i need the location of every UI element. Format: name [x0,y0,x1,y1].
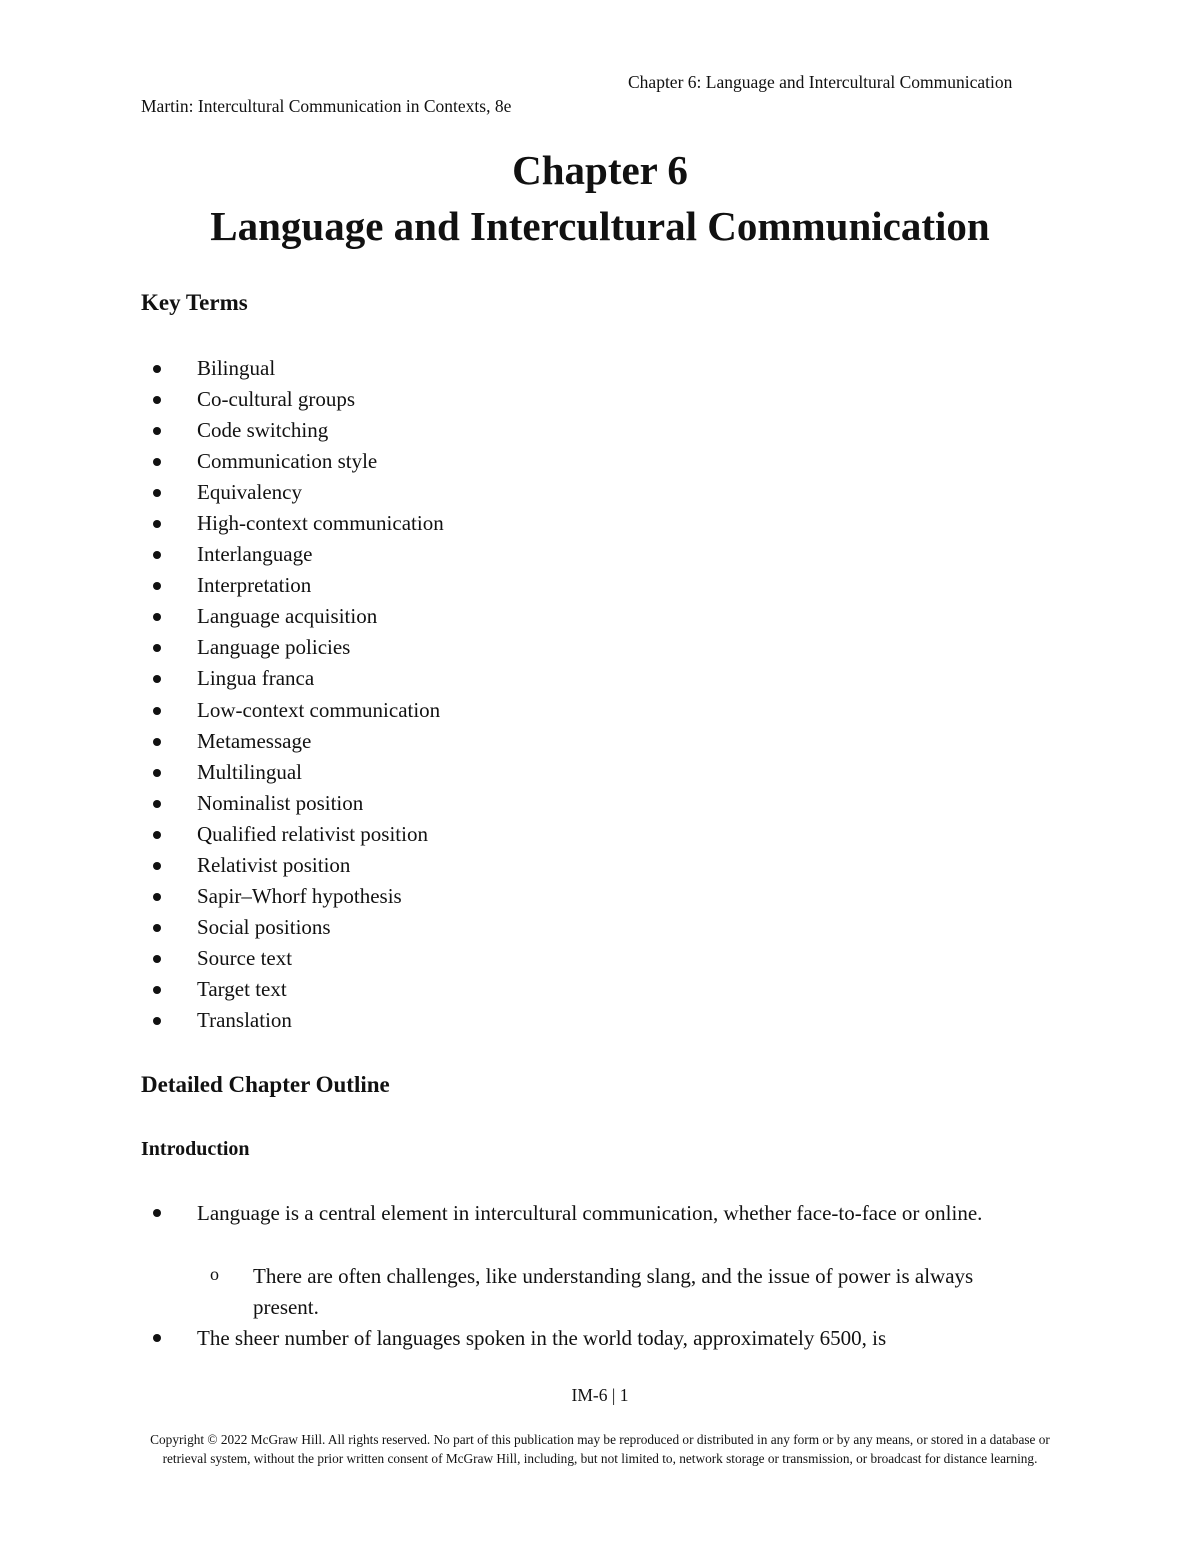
list-item [0,789,444,820]
key-term: Language acquisition [197,604,378,629]
list-item [0,416,444,447]
key-term: Target text [197,976,287,1001]
list-item [0,882,444,913]
bullet-icon [153,396,161,404]
key-term: Code switching [197,418,329,443]
list-item [0,478,444,509]
list-item [0,727,444,758]
intro-sub-bullet-1: There are often challenges, like understanding slang, and the issue of power is always present. [253,1264,974,1319]
key-term: Bilingual [197,356,276,380]
key-term: Interpretation [197,573,312,598]
bullet-icon [153,738,161,746]
bullet-icon [153,613,161,621]
bullet-icon [153,675,161,683]
bullet-icon [153,955,161,963]
running-header-chapter: Chapter 6: Language and Intercultural Communication [628,72,1013,92]
list-item [0,1006,444,1037]
list-item [0,633,444,664]
intro-bullet-2: The sheer number of languages spoken in the world today, approximately 6500, is [197,1326,887,1350]
bullet-icon [153,551,161,559]
key-term: Sapir–Whorf hypothesis [197,883,402,908]
bullet-icon [153,831,161,839]
bullet-icon [153,769,161,777]
bullet-icon [153,1209,161,1217]
bullet-icon [153,1017,161,1025]
copyright-notice: Copyright © 2022 McGraw Hill. All rights reserved. No part of this publication may be reproduced or distributed in any form or by any means, or stored in a database or retrieval system, without the prior written consent of McGraw Hill, including, but not limited to, network storage or transmission, or broadcast for distance learning. [150,1432,1050,1466]
key-term: High-context communication [197,511,444,536]
key-terms-list [0,354,444,1037]
bullet-icon [153,644,161,652]
chapter-number-title: Chapter 6 [512,147,688,193]
key-term: Nominalist position [197,790,364,815]
bullet-icon [153,427,161,435]
bullet-icon [153,707,161,715]
bullet-icon [153,800,161,808]
key-terms-heading: Key Terms [141,290,248,315]
bullet-icon [153,458,161,466]
sub-bullet-icon: o [210,1264,219,1284]
list-item [0,913,444,944]
list-item [0,385,444,416]
bullet-icon [153,1334,161,1342]
outline-heading: Detailed Chapter Outline [141,1072,390,1097]
bullet-icon [153,862,161,870]
bullet-icon [153,924,161,932]
page-number: IM-6 | 1 [571,1385,629,1405]
key-term: Source text [197,945,293,970]
key-term: Social positions [197,914,331,939]
list-item [0,944,444,975]
key-term: Qualified relativist position [197,821,428,846]
running-header-book: Martin: Intercultural Communication in Contexts, 8e [141,96,512,116]
list-item [0,509,444,540]
key-term: Lingua franca [197,666,315,691]
list-item [0,571,444,602]
chapter-title: Language and Intercultural Communication [210,203,990,249]
key-term: Co-cultural groups [197,387,356,412]
bullet-icon [153,986,161,994]
list-item [0,758,444,789]
list-item [0,820,444,851]
list-item [0,447,444,478]
bullet-icon [153,582,161,590]
key-term: Communication style [197,449,378,474]
list-item [0,540,444,571]
key-term: Equivalency [197,480,302,505]
intro-bullet-1: Language is a central element in intercultural communication, whether face-to-face or online. [197,1201,983,1225]
introduction-heading: Introduction [141,1138,250,1160]
key-term: Interlanguage [197,542,313,567]
bullet-icon [153,893,161,901]
bullet-icon [153,365,161,373]
list-item [0,851,444,882]
key-term: Multilingual [197,759,302,784]
bullet-icon [153,520,161,528]
list-item [0,664,444,695]
list-item [0,696,444,727]
list-item [0,602,444,633]
key-term: Language policies [197,635,351,660]
key-term: Low-context communication [197,697,441,722]
bullet-icon [153,489,161,497]
key-term: Translation [197,1007,292,1032]
key-term: Relativist position [197,852,351,877]
list-item [0,354,444,385]
list-item [0,975,444,1006]
key-term: Metamessage [197,728,312,753]
